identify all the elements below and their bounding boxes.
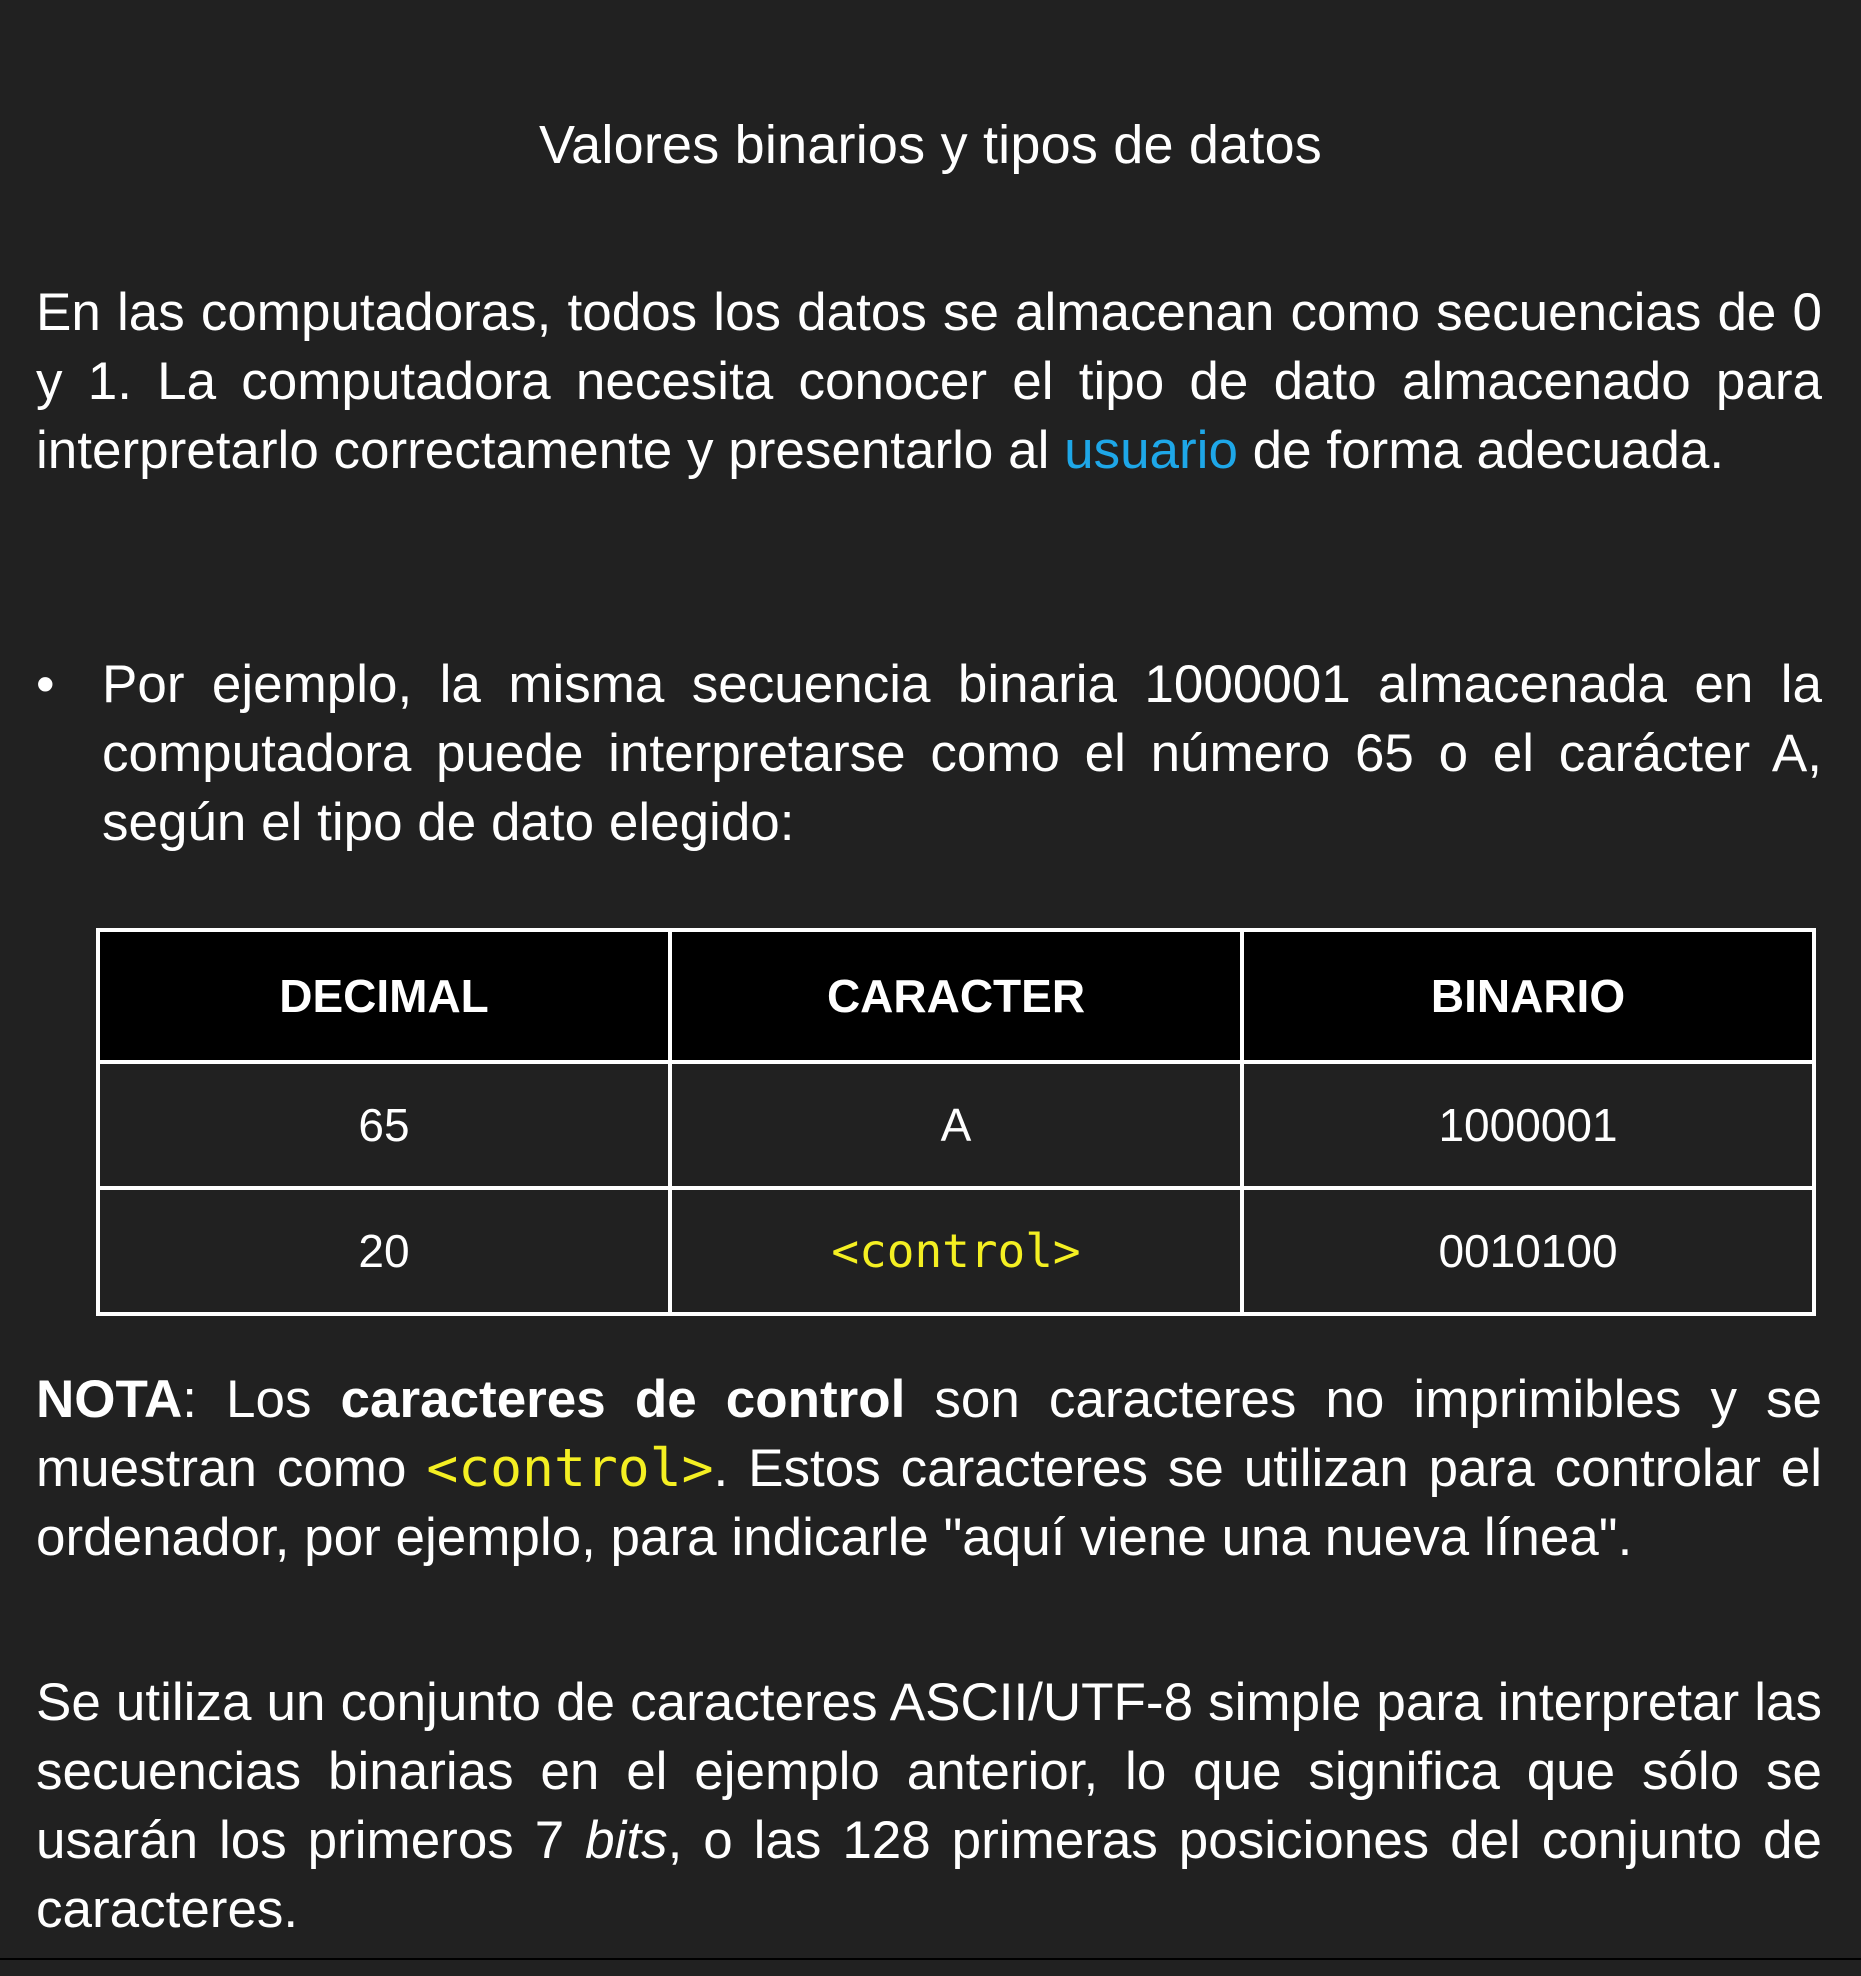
header-decimal: DECIMAL bbox=[98, 930, 670, 1062]
intro-text-part1: En las computadoras, todos los datos se almacenan como secuencias de 0 y 1. La computadora necesita conocer el tipo de dato almacenado para interpretarlo correctamente y presentarlo al bbox=[36, 283, 1822, 480]
usuario-link[interactable]: usuario bbox=[1064, 421, 1238, 480]
table-header-row bbox=[98, 930, 1814, 1062]
note-bold-term: caracteres de control bbox=[340, 1370, 906, 1429]
note-paragraph bbox=[36, 1365, 1822, 1572]
note-control-code: <control> bbox=[426, 1438, 714, 1499]
intro-text-part2: de forma adecuada. bbox=[1237, 421, 1725, 480]
note-colon: : Los bbox=[182, 1370, 341, 1429]
note-text-part1: son caracteres no imprimibles y se muestran como bbox=[36, 1370, 1822, 1498]
table-row bbox=[98, 1188, 1814, 1314]
closing-text-part1: Se utiliza un conjunto de caracteres ASCII/UTF-8 simple para interpretar las secuencias binarias en el ejemplo anterior, lo que significa que sólo se usarán los primeros 7 bbox=[36, 1673, 1822, 1870]
control-code: <control> bbox=[831, 1224, 1081, 1278]
closing-text-part2: , o las 128 primeras posiciones del conjunto de caracteres. bbox=[36, 1811, 1822, 1939]
note-text-part2: . Estos caracteres se utilizan para controlar el ordenador, por ejemplo, para indicarle "aquí viene una nueva línea". bbox=[36, 1439, 1822, 1567]
intro-paragraph bbox=[36, 278, 1822, 485]
page-title: Valores binarios y tipos de datos bbox=[538, 115, 1323, 175]
bullet-text: Por ejemplo, la misma secuencia binaria 1000001 almacenada en la computadora puede interpretarse como el número 65 o el carácter A, según el tipo de dato elegido: bbox=[102, 655, 1822, 852]
header-binario: BINARIO bbox=[1242, 930, 1814, 1062]
closing-italic-bits: bits bbox=[585, 1811, 668, 1870]
table-row bbox=[98, 1062, 1814, 1188]
cell-caracter: A bbox=[670, 1062, 1242, 1188]
cell-caracter bbox=[670, 1188, 1242, 1314]
note-label: NOTA bbox=[36, 1370, 183, 1429]
cell-decimal: 20 bbox=[98, 1188, 670, 1314]
header-caracter: CARACTER bbox=[670, 930, 1242, 1062]
cell-binario: 1000001 bbox=[1242, 1062, 1814, 1188]
bullet-dot-icon: • bbox=[36, 655, 55, 714]
bottom-divider bbox=[0, 1958, 1861, 1960]
cell-binario: 0010100 bbox=[1242, 1188, 1814, 1314]
closing-paragraph bbox=[36, 1668, 1822, 1944]
cell-decimal: 65 bbox=[98, 1062, 670, 1188]
data-type-table bbox=[96, 928, 1816, 1316]
